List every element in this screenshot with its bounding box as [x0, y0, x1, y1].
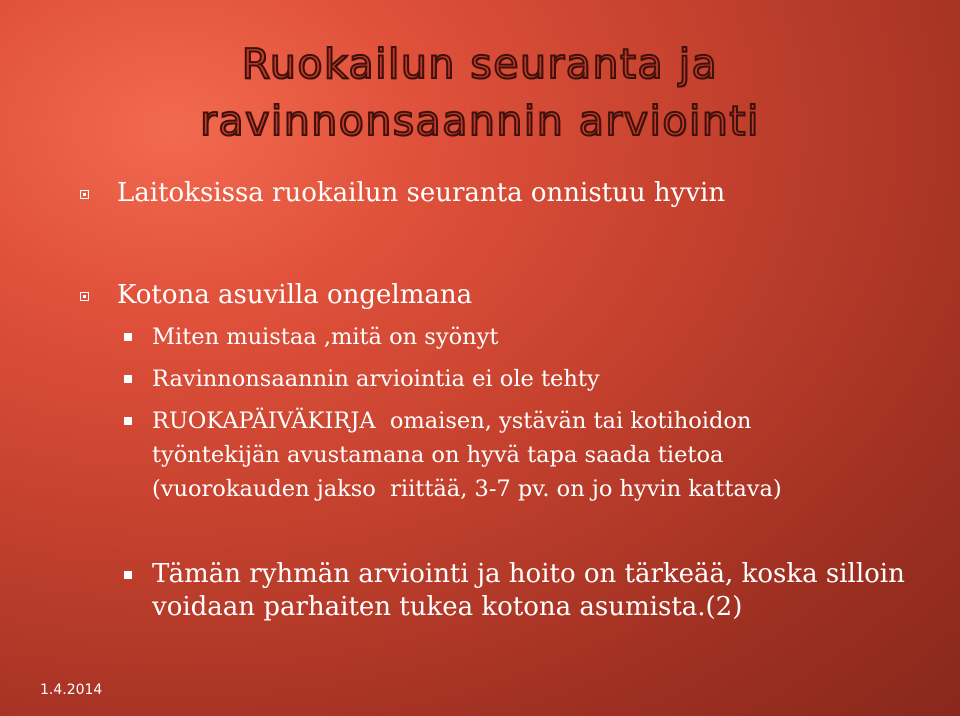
bullet-text: Laitoksissa ruokailun seuranta onnistuu hyvin — [117, 178, 726, 208]
bullet-square-icon — [124, 417, 132, 425]
bullet-square-icon — [124, 571, 132, 579]
slide-title-line-1: Ruokailun seuranta ja — [241, 40, 719, 88]
bullet-text-block — [152, 404, 782, 506]
bullet-text: Ravinnonsaannin arviointia ei ole tehty — [152, 366, 600, 392]
bullet-text-line: työntekijän avustamana on hyvä tapa saada tietoa — [152, 442, 724, 468]
bullet-text: Miten muistaa ,mitä on syönyt — [152, 324, 499, 350]
bullet-text-block — [152, 558, 905, 624]
bullet-level2-3 — [124, 404, 782, 506]
bullet-level1-2 — [80, 278, 472, 312]
bullet-text-line: RUOKAPÄIVÄKIRJA omaisen, ystävän tai kotihoidon — [152, 408, 752, 434]
bullet-text-line: (vuorokauden jakso riittää, 3-7 pv. on jo hyvin kattava) — [152, 476, 782, 502]
bullet-box-icon — [80, 190, 89, 199]
bullet-level1-1 — [80, 176, 725, 210]
bullet-level2-4 — [124, 558, 905, 624]
bullet-square-icon — [124, 375, 132, 383]
bullet-level2-1 — [124, 320, 498, 354]
bullet-square-icon — [124, 333, 132, 341]
bullet-box-icon — [80, 292, 89, 301]
slide-title-line-2: ravinnonsaannin arviointi — [200, 97, 760, 145]
footer-date: 1.4.2014 — [40, 682, 103, 698]
bullet-text-line: Tämän ryhmän arviointi ja hoito on tärkeää, koska silloin — [152, 559, 905, 589]
bullet-level2-2 — [124, 362, 600, 396]
bullet-text: Kotona asuvilla ongelmana — [117, 280, 473, 310]
bullet-text-line: voidaan parhaiten tukea kotona asumista.(2) — [152, 592, 743, 622]
